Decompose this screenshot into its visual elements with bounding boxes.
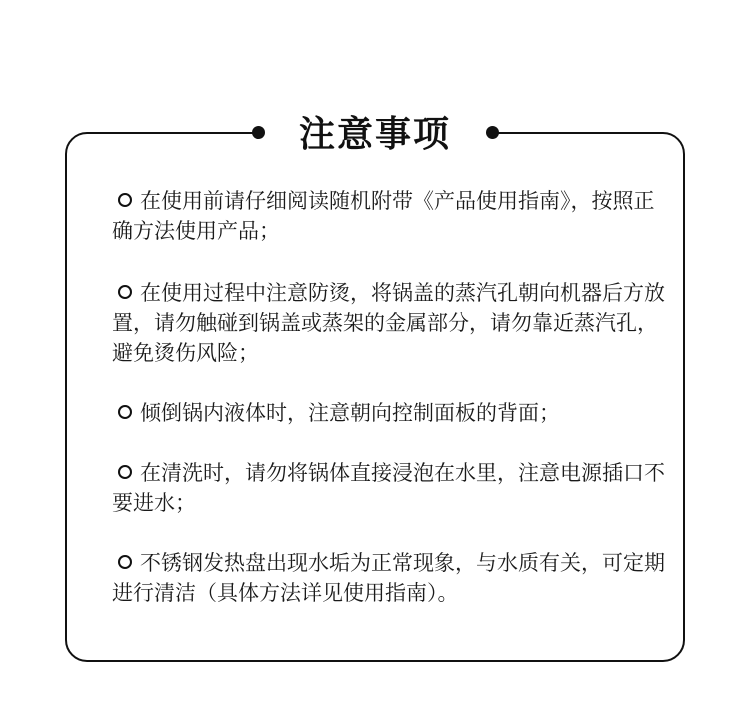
list-item	[112, 398, 667, 428]
left-dot-ornament	[252, 126, 265, 139]
list-item-text: 倾倒锅内液体时，注意朝向控制面板的背面；	[140, 401, 560, 425]
circle-bullet-icon	[118, 285, 132, 299]
list-item	[112, 458, 667, 518]
list-item-text: 在清洗时，请勿将锅体直接浸泡在水里，注意电源插口不要进水；	[112, 461, 665, 515]
circle-bullet-icon	[118, 193, 132, 207]
circle-bullet-icon	[118, 555, 132, 569]
list-item-text: 不锈钢发热盘出现水垢为正常现象，与水质有关，可定期进行清洁（具体方法详见使用指南）。	[112, 551, 665, 605]
list-item-text: 在使用过程中注意防烫，将锅盖的蒸汽孔朝向机器后方放置，请勿触碰到锅盖或蒸架的金属部分，请勿靠近蒸汽孔，避免烫伤风险；	[112, 281, 665, 365]
right-dot-ornament	[486, 126, 499, 139]
list-item	[112, 548, 667, 608]
list-item	[112, 186, 667, 246]
list-item-text: 在使用前请仔细阅读随机附带《产品使用指南》，按照正确方法使用产品；	[112, 189, 655, 243]
circle-bullet-icon	[118, 465, 132, 479]
page-title: 注意事项	[298, 114, 451, 155]
list-item	[112, 278, 667, 368]
circle-bullet-icon	[118, 405, 132, 419]
